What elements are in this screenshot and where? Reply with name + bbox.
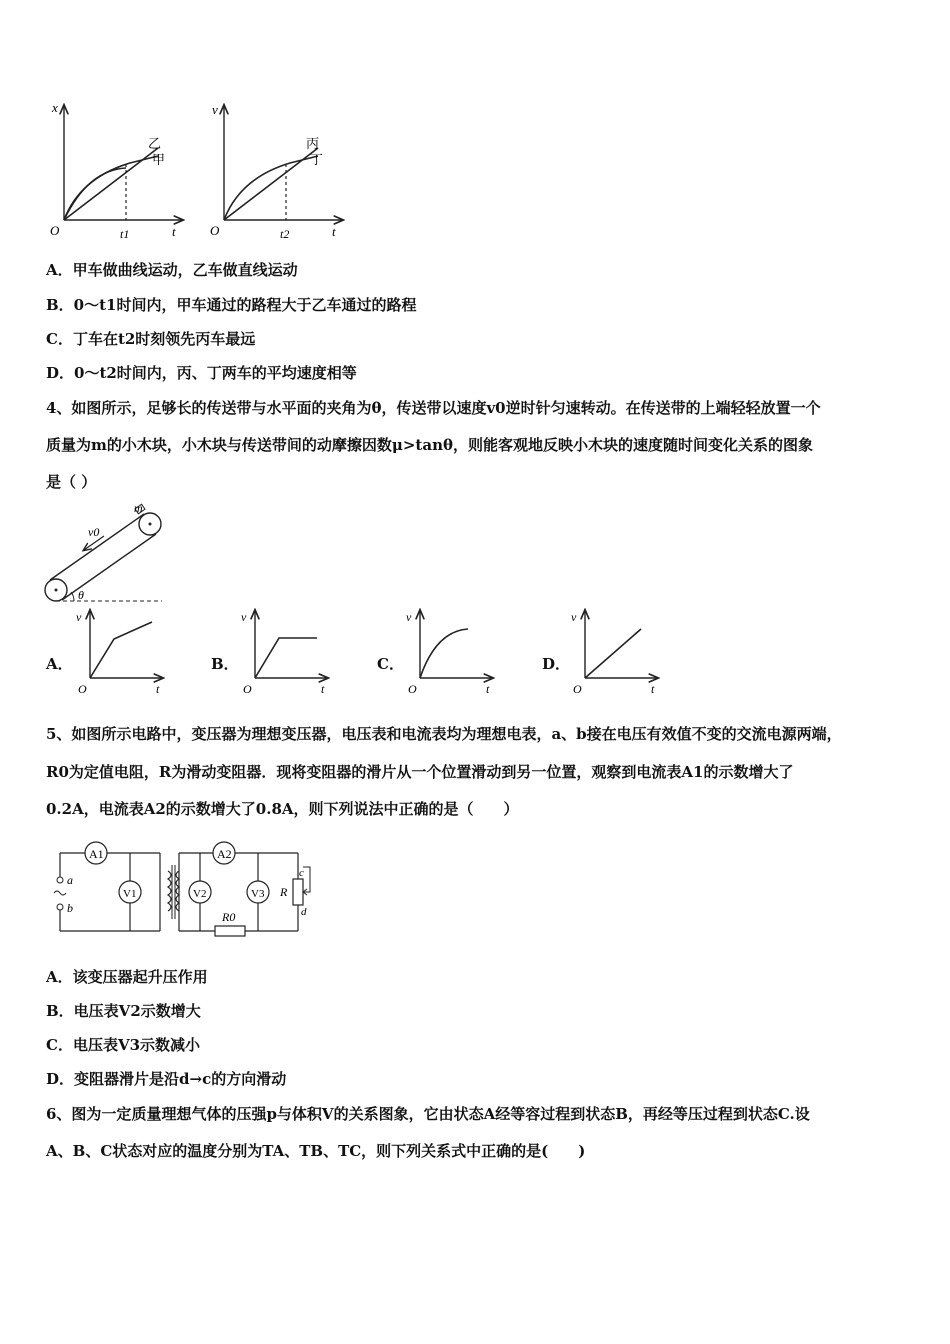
q5-stem-line2: R0为定值电阻，R为滑动变阻器．现将变阻器的滑片从一个位置滑动到另一位置，观察到电流表A1的示数增大了 bbox=[46, 763, 794, 781]
terminal-b: b bbox=[67, 901, 73, 915]
resistor-r0: R0 bbox=[222, 910, 236, 924]
q5-option-d: D．变阻器滑片是沿d→c的方向滑动 bbox=[46, 1070, 287, 1088]
q3-figures bbox=[40, 98, 360, 243]
q5-stem-line3: 0.2A，电流表A2的示数增大了0.8A，则下列说法中正确的是（ ） bbox=[46, 800, 519, 818]
q6-stem-line2: A、B、C状态对应的温度分别为TA、TB、TC，则下列关系式中正确的是( ) bbox=[46, 1142, 586, 1160]
vt-t2: t2 bbox=[280, 227, 290, 241]
q5-option-c: C．电压表V3示数减小 bbox=[46, 1036, 201, 1054]
voltmeter-v1: V1 bbox=[123, 888, 137, 900]
xt-label-jia: 甲 bbox=[152, 152, 166, 167]
q4-stem-line1: 4、如图所示，足够长的传送带与水平面的夹角为θ，传送带以速度v0逆时针匀速转动。在传送带的上端轻轻放置一个 bbox=[46, 399, 821, 417]
graph-d-o: O bbox=[573, 682, 582, 696]
q4-option-b-label: B． bbox=[211, 655, 239, 673]
graph-c-t: t bbox=[486, 682, 490, 696]
q4-option-graphs bbox=[70, 605, 680, 700]
ammeter-a1: A1 bbox=[89, 847, 104, 861]
voltmeter-v2: V2 bbox=[193, 888, 207, 900]
graph-b-o: O bbox=[243, 682, 252, 696]
graph-b-t: t bbox=[321, 682, 325, 696]
q4-option-d-label: D． bbox=[542, 655, 571, 673]
belt-speed-label: v0 bbox=[88, 525, 100, 539]
q4-option-c-label: C． bbox=[377, 655, 404, 673]
ammeter-a2: A2 bbox=[217, 847, 232, 861]
belt-mass-label: m bbox=[134, 501, 143, 515]
vt-label-bing: 丙 bbox=[306, 136, 320, 151]
vt-origin: O bbox=[210, 223, 220, 238]
q4-stem-line2: 质量为m的小木块，小木块与传送带间的动摩擦因数μ>tanθ，则能客观地反映小木块的速度随时间变化关系的图象 bbox=[46, 436, 813, 454]
point-c: c bbox=[299, 867, 304, 879]
q5-stem-line1: 5、如图所示电路中，变压器为理想变压器，电压表和电流表均为理想电表，a、b接在电压有效值不变的交流电源两端， bbox=[46, 725, 842, 743]
point-d: d bbox=[301, 906, 307, 918]
xt-label-yi: 乙 bbox=[148, 136, 162, 151]
graph-d bbox=[571, 610, 657, 696]
graph-a-o: O bbox=[78, 682, 87, 696]
belt-angle-label: θ bbox=[78, 588, 84, 602]
graph-c-o: O bbox=[408, 682, 417, 696]
vt-graph bbox=[210, 102, 342, 241]
graph-c bbox=[406, 610, 492, 696]
graph-c-v: v bbox=[406, 610, 412, 624]
q5-option-a: A．该变压器起升压作用 bbox=[46, 968, 208, 986]
graph-a-v: v bbox=[76, 610, 82, 624]
graph-b-v: v bbox=[241, 610, 247, 624]
terminal-a: a bbox=[67, 873, 73, 887]
q5-option-b: B．电压表V2示数增大 bbox=[46, 1002, 201, 1020]
graph-d-v: v bbox=[571, 610, 577, 624]
xt-origin: O bbox=[50, 223, 60, 238]
q3-option-a: A．甲车做曲线运动，乙车做直线运动 bbox=[46, 261, 298, 279]
q4-stem-line3: 是（ ） bbox=[46, 473, 97, 491]
q3-option-b: B．0～t1时间内，甲车通过的路程大于乙车通过的路程 bbox=[46, 296, 417, 314]
q3-option-d: D．0～t2时间内，丙、丁两车的平均速度相等 bbox=[46, 364, 357, 382]
q6-stem-line1: 6、图为一定质量理想气体的压强p与体积V的关系图象，它由状态A经等容过程到状态B，再经等压过程到状态C.设 bbox=[46, 1105, 810, 1123]
xt-graph bbox=[50, 100, 182, 241]
q3-option-c: C．丁车在t2时刻领先丙车最远 bbox=[46, 330, 256, 348]
graph-d-t: t bbox=[651, 682, 655, 696]
graph-a bbox=[76, 610, 162, 696]
conveyor-belt-figure bbox=[40, 500, 170, 610]
vt-y-label: v bbox=[212, 102, 218, 117]
rheostat-r: R bbox=[280, 885, 288, 899]
transformer-circuit bbox=[48, 835, 328, 940]
xt-t-label: t bbox=[172, 224, 176, 239]
xt-t1: t1 bbox=[120, 227, 130, 241]
voltmeter-v3: V3 bbox=[251, 888, 265, 900]
vt-label-ding: 丁 bbox=[310, 152, 324, 167]
xt-y-label: x bbox=[52, 100, 58, 115]
graph-a-t: t bbox=[156, 682, 160, 696]
vt-t-label: t bbox=[332, 224, 336, 239]
graph-b bbox=[241, 610, 327, 696]
q4-option-a-label: A． bbox=[46, 655, 73, 673]
